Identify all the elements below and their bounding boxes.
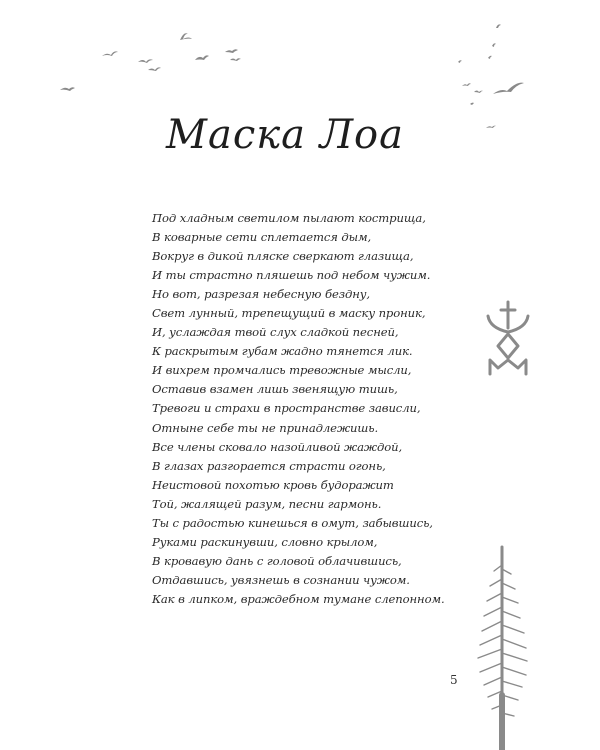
poem-line: В коварные сети сплетается дым, — [152, 230, 372, 245]
poem-line: Но вот, разрезая небесную бездну, — [152, 287, 370, 302]
poem-line: Отдавшись, увязнешь в сознании чужом. — [152, 572, 410, 587]
poem-line: Свет лунный, трепещущий в маску проник, — [152, 306, 426, 321]
poem-line: К раскрытым губам жадно тянется лик. — [152, 344, 413, 359]
page-title: Маска Лоа — [166, 112, 404, 158]
poem-line: Как в липком, враждебном тумане слепонном. — [152, 591, 445, 606]
poem-line: Под хладным светилом пылают кострища, — [152, 211, 426, 225]
bare-tree-icon — [462, 545, 552, 750]
poem-line: Отныне себе ты не принадлежишь. — [152, 420, 379, 435]
poem-text — [152, 209, 482, 609]
birds-flock-icon — [55, 12, 255, 97]
poem-line: Неистовой похотью кровь будоражит — [152, 477, 394, 492]
poem-line: Руками раскинувши, словно крылом, — [152, 534, 378, 549]
poem-line: В глазах разгорается страсти огонь, — [152, 458, 386, 473]
poem-line: И ты страстно пляшешь под небом чужим. — [152, 268, 431, 283]
poem-line: И вихрем промчались тревожные мысли, — [152, 363, 412, 378]
page-number: 5 — [450, 673, 458, 687]
poem-line: Вокруг в дикой пляске сверкают глазища, — [152, 249, 414, 264]
poem-line: Все члены сковало назойливой жаждой, — [152, 439, 403, 454]
poem-line: Той, жалящей разум, песни гармонь. — [152, 496, 382, 511]
poem-line: В кровавую дань с головой облачившись, — [152, 553, 402, 568]
poem-line: Оставив взамен лишь звенящую тишь, — [152, 382, 398, 397]
poem-line: Ты с радостью кинешься в омут, забывшись, — [152, 515, 433, 530]
poem-line: И, услаждая твой слух сладкой песней, — [152, 325, 399, 340]
poem-line: Тревоги и страхи в пространстве зависли, — [152, 401, 421, 416]
rune-symbol-icon — [478, 298, 538, 378]
